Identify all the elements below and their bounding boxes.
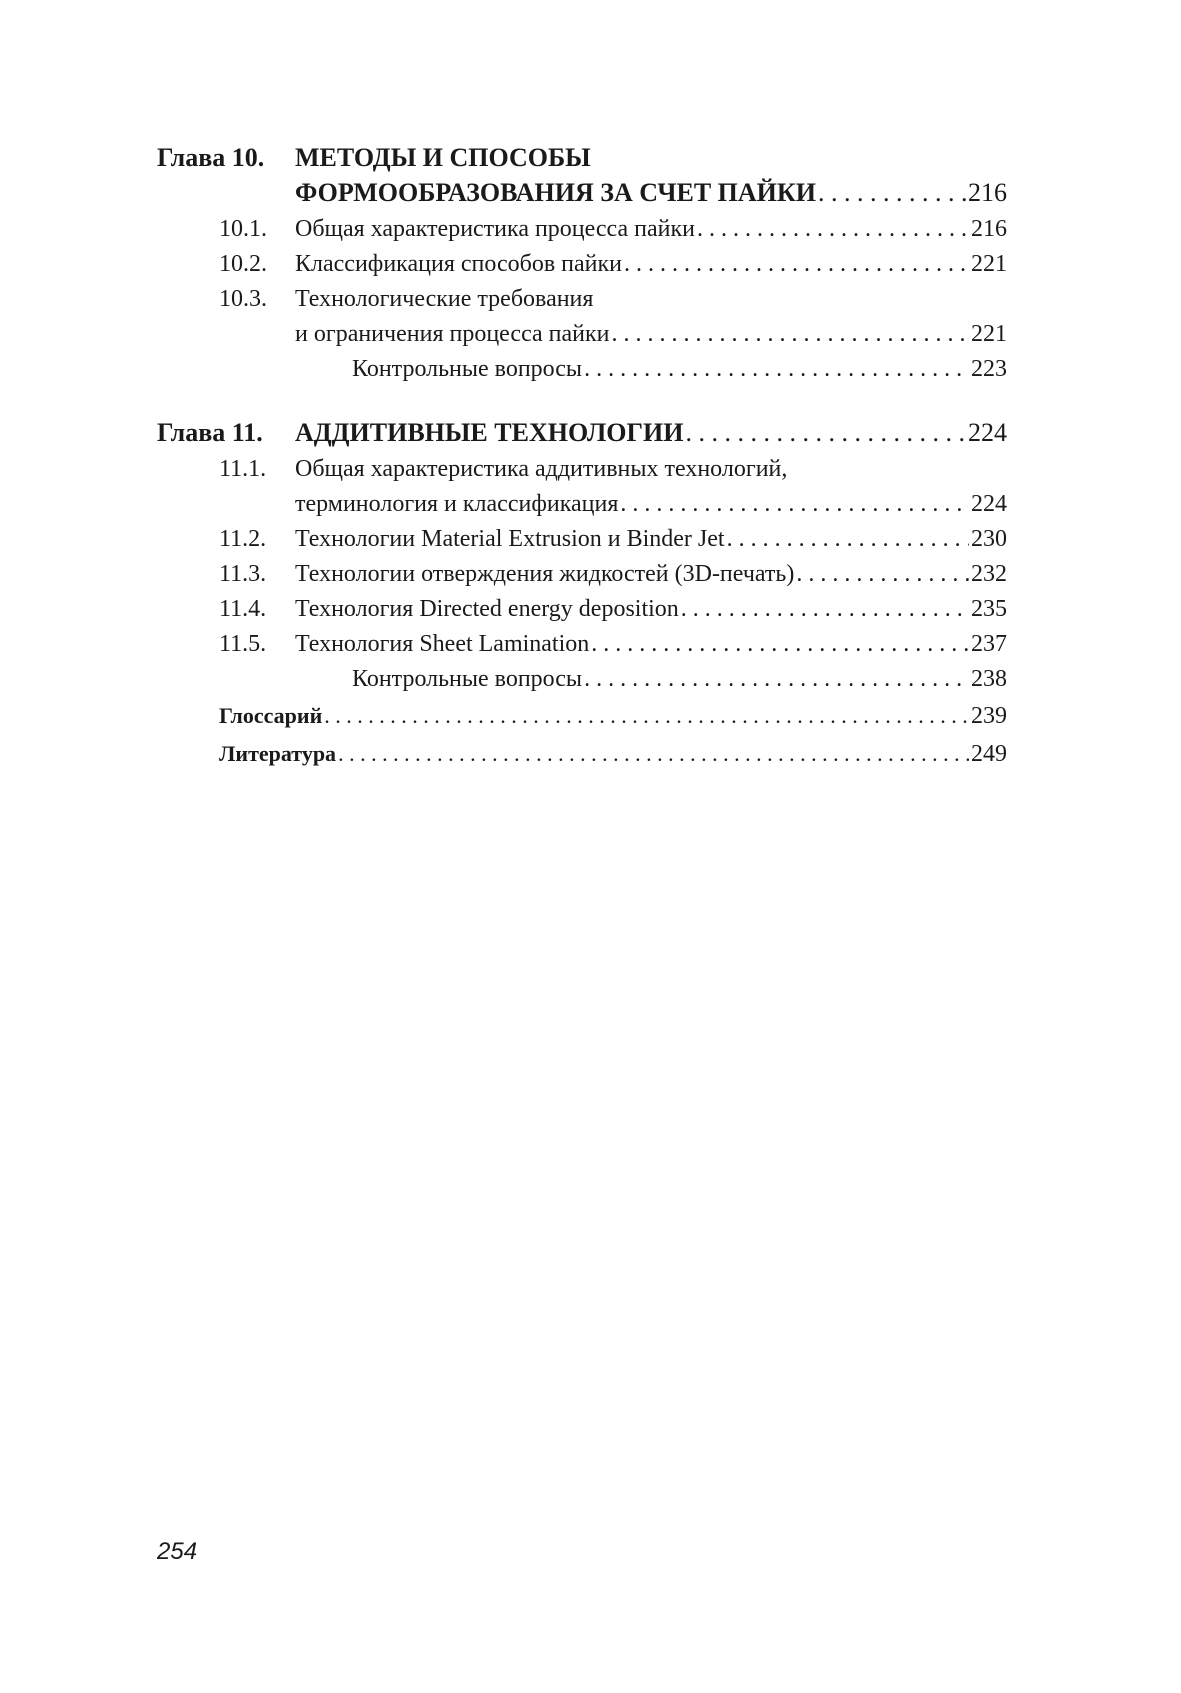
section-number: 10.1. bbox=[219, 216, 267, 242]
page-number: 221 bbox=[971, 321, 1007, 347]
toc-entry-10-1[interactable] bbox=[157, 212, 1007, 247]
section-number: 10.3. bbox=[219, 286, 267, 312]
section-number: 11.2. bbox=[219, 526, 267, 552]
section-title: Технологии Material Extrusion и Binder Jet bbox=[295, 526, 725, 552]
chapter-label: Глава 11. bbox=[157, 418, 263, 447]
page-number: 237 bbox=[971, 631, 1007, 657]
dot-leader bbox=[584, 352, 969, 387]
page-number: 239 bbox=[971, 703, 1007, 729]
page-folio: 254 bbox=[157, 1538, 198, 1565]
toc-entry-11-1[interactable] bbox=[157, 452, 1007, 522]
chapter-10 bbox=[157, 140, 1007, 387]
dot-leader bbox=[584, 662, 969, 697]
page-number: 249 bbox=[971, 741, 1007, 767]
page-number: 235 bbox=[971, 596, 1007, 622]
dot-leader bbox=[324, 697, 969, 734]
page-number: 224 bbox=[968, 418, 1007, 447]
page-number: 232 bbox=[971, 561, 1007, 587]
section-number: 10.2. bbox=[219, 251, 267, 277]
dot-leader bbox=[727, 522, 969, 557]
chapter-title[interactable] bbox=[295, 415, 1007, 450]
toc-entry-11-2[interactable] bbox=[157, 522, 1007, 557]
chapter-11 bbox=[157, 415, 1007, 773]
page-number: 216 bbox=[968, 178, 1007, 207]
page-number: 230 bbox=[971, 526, 1007, 552]
toc-entry-11-3[interactable] bbox=[157, 557, 1007, 592]
questions-label: Контрольные вопросы bbox=[352, 666, 583, 692]
toc-entry-glossary[interactable] bbox=[219, 697, 1007, 735]
chapter-title-line: ФОРМООБРАЗОВАНИЯ ЗА СЧЕТ ПАЙКИ bbox=[295, 178, 816, 207]
questions-label: Контрольные вопросы bbox=[352, 356, 583, 382]
dot-leader bbox=[624, 247, 969, 282]
dot-leader bbox=[681, 592, 969, 627]
back-matter-label: Глоссарий bbox=[219, 703, 323, 728]
table-of-contents bbox=[157, 140, 1007, 801]
chapter-title-line: МЕТОДЫ И СПОСОБЫ bbox=[295, 143, 591, 172]
dot-leader bbox=[685, 415, 966, 450]
section-title: Общая характеристика процесса пайки bbox=[295, 216, 695, 242]
dot-leader bbox=[620, 487, 969, 522]
section-title: Технология Sheet Lamination bbox=[295, 631, 590, 657]
dot-leader bbox=[338, 735, 969, 772]
page-number: 216 bbox=[971, 216, 1007, 242]
dot-leader bbox=[796, 557, 969, 592]
section-title: Технология Directed energy deposition bbox=[295, 596, 679, 622]
section-title: Технологические требования bbox=[295, 286, 594, 312]
dot-leader bbox=[818, 175, 966, 210]
section-number: 11.1. bbox=[219, 456, 267, 482]
toc-entry-11-5[interactable] bbox=[157, 627, 1007, 662]
dot-leader bbox=[591, 627, 969, 662]
section-number: 11.4. bbox=[219, 596, 267, 622]
section-title-continued: терминология и классификация bbox=[295, 491, 619, 517]
section-number: 11.5. bbox=[219, 631, 267, 657]
section-title: Общая характеристика аддитивных технологий, bbox=[295, 456, 788, 482]
section-title: Классификация способов пайки bbox=[295, 251, 622, 277]
chapter-title-line: АДДИТИВНЫЕ ТЕХНОЛОГИИ bbox=[295, 418, 684, 447]
section-list bbox=[157, 212, 1007, 387]
toc-entry-bibliography[interactable] bbox=[219, 735, 1007, 773]
chapter-label: Глава 10. bbox=[157, 143, 265, 172]
section-title: Технологии отверждения жидкостей (3D-печать) bbox=[295, 561, 795, 587]
page-number: 221 bbox=[971, 251, 1007, 277]
section-title-continued: и ограничения процесса пайки bbox=[295, 321, 610, 347]
toc-entry-questions[interactable] bbox=[352, 352, 1007, 387]
toc-entry-11-4[interactable] bbox=[157, 592, 1007, 627]
dot-leader bbox=[612, 317, 969, 352]
chapter-title-row bbox=[295, 175, 1007, 210]
dot-leader bbox=[697, 212, 969, 247]
toc-entry-questions[interactable] bbox=[352, 662, 1007, 697]
page-number: 238 bbox=[971, 666, 1007, 692]
section-list bbox=[157, 452, 1007, 773]
toc-entry-10-3[interactable] bbox=[157, 282, 1007, 352]
page-number: 223 bbox=[971, 356, 1007, 382]
page-number: 224 bbox=[971, 491, 1007, 517]
section-number: 11.3. bbox=[219, 561, 267, 587]
back-matter-label: Литература bbox=[219, 741, 337, 766]
chapter-title[interactable] bbox=[295, 140, 1007, 210]
toc-entry-10-2[interactable] bbox=[157, 247, 1007, 282]
